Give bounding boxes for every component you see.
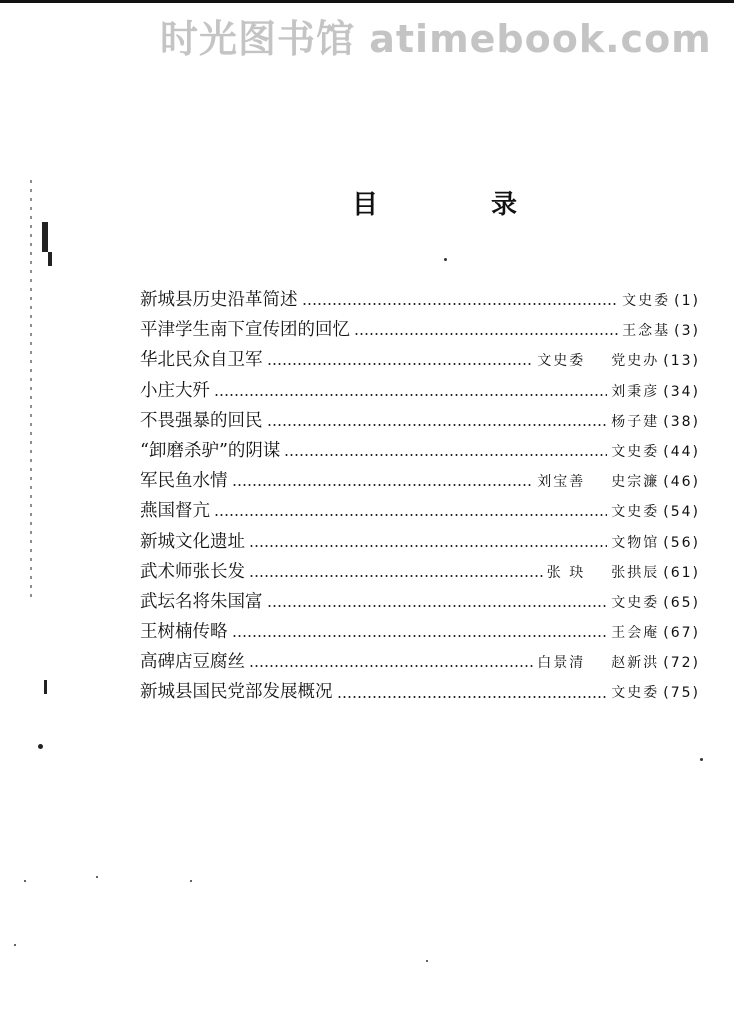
page-paren-open: ( [663,504,671,521]
table-of-contents [140,286,700,709]
entry-page [663,535,700,551]
entry-title: 新城县国民党部发展概况 [140,682,333,703]
entry-author [611,381,659,401]
entry-title: 军民鱼水情 [140,471,228,492]
entry-page [663,595,700,611]
top-rule [0,0,734,3]
page-paren-close: ) [692,474,700,491]
toc-entry [140,648,700,678]
page-paren-open: ( [663,383,671,400]
entry-page [663,444,700,460]
dot-leader [249,575,543,577]
binding-mark [42,222,48,252]
entry-author [622,290,670,310]
page-paren-open: ( [674,323,682,340]
entry-author [537,350,659,370]
page-title: 目 录 [352,190,570,220]
entry-author [622,320,670,340]
toc-entry [140,528,700,558]
toc-entry [140,346,700,376]
entry-title: 武坛名将朱国富 [140,591,263,612]
toc-entry [140,618,700,648]
toc-entry [140,467,700,497]
scan-speck [190,880,192,882]
author-name: 文史委 [611,504,660,521]
author-name: 张拱辰 [611,564,660,581]
page-number: 46 [670,474,693,491]
page-paren-open: ( [663,564,671,581]
page-paren-open: ( [663,655,671,672]
author-name: 文史委 [622,293,671,309]
binding-mark [44,680,47,694]
entry-page [663,655,700,671]
page-paren-close: ) [692,655,700,672]
author-name: 赵新洪 [611,655,660,672]
dot-leader [232,635,608,637]
entry-page [674,323,700,339]
page-number: 34 [670,383,693,400]
author-name: 党史办 [611,353,660,370]
entry-title: 不畏强暴的回民 [140,410,263,431]
page-number: 75 [670,685,693,702]
entry-author [611,441,659,461]
entry-page [663,353,700,369]
toc-entry [140,316,700,346]
toc-entry [140,437,700,467]
page-paren-close: ) [692,534,700,551]
scan-speck [14,944,16,946]
entry-page [663,565,700,581]
entry-title: “卸磨杀驴”的阴谋 [140,440,281,461]
page-number: 72 [670,655,693,672]
scan-speck [96,876,98,878]
binding-mark [38,744,43,749]
entry-page [663,625,700,641]
toc-entry [140,678,700,708]
page-number: 38 [670,413,693,430]
author-name: 文史委 [611,594,660,611]
author-name: 王念基 [622,323,671,340]
entry-title: 平津学生南下宣传团的回忆 [140,320,350,341]
toc-entry [140,558,700,588]
page-paren-close: ) [692,443,700,460]
author-name: 文物馆 [611,534,660,551]
page-paren-open: ( [674,293,682,309]
dot-leader [249,665,533,667]
watermark: 时光图书馆 atimebook.com [160,17,712,58]
toc-entry [140,407,700,437]
entry-author [611,532,659,552]
page-paren-open: ( [663,594,671,611]
page-paren-close: ) [692,504,700,521]
page-number: 1 [681,293,693,309]
page-number: 3 [681,323,693,340]
dot-leader [249,545,607,547]
toc-entry [140,497,700,527]
dot-leader [232,484,534,486]
page-number: 65 [670,594,693,611]
dot-leader [267,424,608,426]
toc-entry [140,588,700,618]
entry-page [663,504,700,520]
author-name: 王会庵 [611,625,660,642]
entry-author [611,592,659,612]
entry-author [547,562,659,582]
page-paren-open: ( [663,625,671,642]
author-name: 文史委 [611,443,660,460]
binding-mark [48,252,52,266]
page-number: 44 [670,443,693,460]
scan-speck [426,960,428,962]
dot-leader [354,333,618,335]
page-number: 13 [670,353,693,370]
dot-leader [337,696,608,698]
scan-speck [24,880,26,882]
author-name: 文史委 [611,685,660,702]
page-paren-close: ) [692,383,700,400]
page-paren-open: ( [663,685,671,702]
page-paren-close: ) [692,353,700,370]
entry-title: 华北民众自卫军 [140,350,263,371]
entry-title: 王树楠传略 [140,622,228,643]
page-paren-open: ( [663,474,671,491]
entry-title: 高碑店豆腐丝 [140,652,245,673]
dot-leader [214,514,607,516]
page-paren-open: ( [663,353,671,370]
author-name: 刘秉彦 [611,383,660,400]
author-name: 杨子建 [611,413,660,430]
page-number: 56 [670,534,693,551]
entry-title: 新城县历史沿革简述 [140,290,298,310]
page-paren-close: ) [692,293,700,309]
scan-speck [700,758,703,761]
author-name: 白景清 [537,655,586,672]
author-name: 史宗濂 [611,474,660,491]
page-paren-close: ) [692,625,700,642]
dot-leader [267,363,534,365]
page-paren-open: ( [663,413,671,430]
entry-author [611,501,659,521]
entry-author [537,471,659,491]
entry-page [663,384,700,400]
entry-author [611,411,659,431]
entry-author [611,622,659,642]
dot-leader [267,605,608,607]
page-paren-close: ) [692,685,700,702]
page-paren-open: ( [663,443,671,460]
entry-title: 新城文化遗址 [140,531,245,552]
entry-page [674,293,700,309]
page-number: 67 [670,625,693,642]
dot-leader [214,394,607,396]
page-paren-close: ) [692,594,700,611]
author-name: 文史委 [537,353,586,370]
entry-page [663,474,700,490]
page-paren-open: ( [663,534,671,551]
entry-author [537,652,659,672]
dot-leader [302,303,619,305]
entry-title: 小庄大歼 [140,380,210,401]
entry-page [663,685,700,701]
binding-edge [30,180,32,600]
toc-entry [140,377,700,407]
dot-leader [284,454,607,456]
toc-entry [140,286,700,316]
page-number: 54 [670,504,693,521]
page-paren-close: ) [692,323,700,340]
author-name: 张 玦 [546,564,586,581]
page-number: 61 [670,564,693,581]
page-paren-close: ) [692,564,700,581]
entry-title: 武术师张长发 [140,561,245,582]
entry-author [611,682,659,702]
scan-speck [444,258,447,261]
author-name: 刘宝善 [537,474,586,491]
page-paren-close: ) [692,413,700,430]
entry-page [663,414,700,430]
entry-title: 燕国督亢 [140,501,210,522]
